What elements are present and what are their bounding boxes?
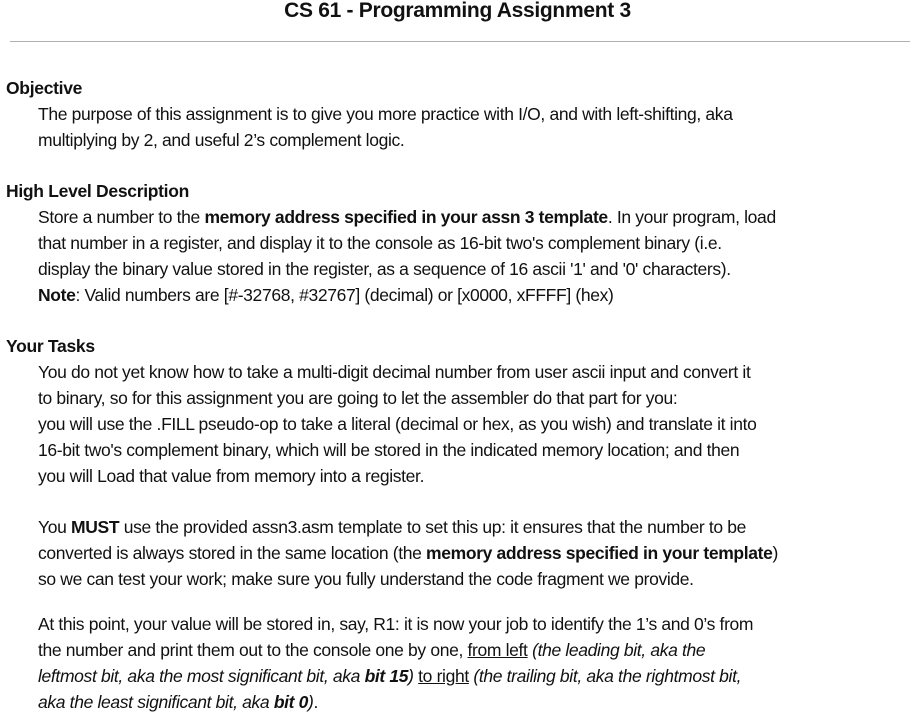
text-run: that number in a register, and display it to the console as 16-bit two's complement binary (i.e. — [38, 233, 722, 253]
section-heading: Your Tasks — [6, 336, 95, 356]
section-objective — [0, 75, 915, 153]
italic-text: (the trailing bit, aka the rightmost bit, — [468, 666, 742, 686]
text-run: multiplying by 2, and useful 2’s complement logic. — [38, 130, 405, 150]
text-run: use the provided assn3.asm template to set this up: it ensures that the number to be — [119, 517, 747, 537]
text-run: You do not yet know how to take a multi-digit decimal number from user ascii input and convert it — [38, 362, 751, 382]
section-your-tasks — [0, 333, 915, 715]
underlined-text: from left — [467, 640, 528, 660]
text-line — [38, 463, 915, 489]
text-run: to binary, so for this assignment you are going to let the assembler do that part for you: — [38, 388, 678, 408]
text-run: At this point, your value will be stored in, say, R1: it is now your job to identify the 1’s and 0’s from — [38, 614, 754, 634]
text-line — [38, 566, 915, 592]
text-line — [38, 689, 915, 715]
section-high-level-description — [0, 178, 915, 308]
text-run: . — [313, 692, 319, 712]
text-run: Store a number to the — [38, 207, 205, 227]
text-line — [38, 256, 915, 282]
text-run: You — [38, 517, 71, 537]
text-run: converted is always stored in the same location (the — [38, 543, 427, 563]
text-line — [38, 611, 915, 637]
text-line — [38, 127, 915, 153]
text-run: you will Load that value from memory into a register. — [38, 466, 425, 486]
text-run: display the binary value stored in the register, as a sequence of 16 ascii '1' and '0' characters). — [38, 259, 731, 279]
paragraph — [0, 514, 915, 592]
text-line — [38, 663, 915, 689]
text-run: so we can test your work; make sure you fully understand the code fragment we provide. — [38, 569, 694, 589]
text-run: : Valid numbers are [#-32768, #32767] (decimal) or [x0000, xFFFF] (hex) — [75, 285, 614, 305]
paragraph — [0, 204, 915, 308]
bold-text: MUST — [71, 517, 120, 537]
italic-text: ) — [308, 692, 314, 712]
bold-text: bit 15 — [364, 666, 409, 686]
section-heading: Objective — [6, 78, 83, 98]
text-run: you will use the .FILL pseudo-op to take a literal (decimal or hex, as you wish) and translate it into — [38, 414, 757, 434]
text-line — [38, 411, 915, 437]
paragraph — [0, 101, 915, 153]
text-line — [38, 101, 915, 127]
italic-text: leftmost bit, aka the most significant bit, aka — [38, 666, 365, 686]
text-line — [38, 437, 915, 463]
bold-text: memory address specified in your template — [426, 543, 773, 563]
italic-text: aka the least significant bit, aka — [38, 692, 274, 712]
bold-text: Note — [38, 285, 76, 305]
paragraph — [0, 359, 915, 489]
text-run: 16-bit two's complement binary, which will be stored in the indicated memory location; and then — [38, 440, 740, 460]
italic-text: (the leading bit, aka the — [527, 640, 706, 660]
paragraph — [0, 611, 915, 715]
text-run: ) — [772, 543, 778, 563]
bold-text: memory address specified in your assn 3 template — [204, 207, 608, 227]
text-run: . In your program, load — [607, 207, 776, 227]
section-heading: High Level Description — [6, 181, 190, 201]
document-body — [0, 75, 915, 715]
title-divider — [10, 41, 910, 42]
text-line — [38, 359, 915, 385]
text-line — [38, 540, 915, 566]
text-line — [38, 637, 915, 663]
text-line — [38, 385, 915, 411]
text-line — [38, 514, 915, 540]
italic-text: ) — [408, 666, 414, 686]
text-line — [38, 282, 915, 308]
text-line — [38, 204, 915, 230]
text-line — [38, 230, 915, 256]
text-run: The purpose of this assignment is to give you more practice with I/O, and with left-shifting, aka — [38, 104, 733, 124]
underlined-text: to right — [418, 666, 469, 686]
text-run: the number and print them out to the console one by one, — [38, 640, 468, 660]
page-title: CS 61 - Programming Assignment 3 — [284, 0, 631, 22]
bold-text: bit 0 — [273, 692, 309, 712]
